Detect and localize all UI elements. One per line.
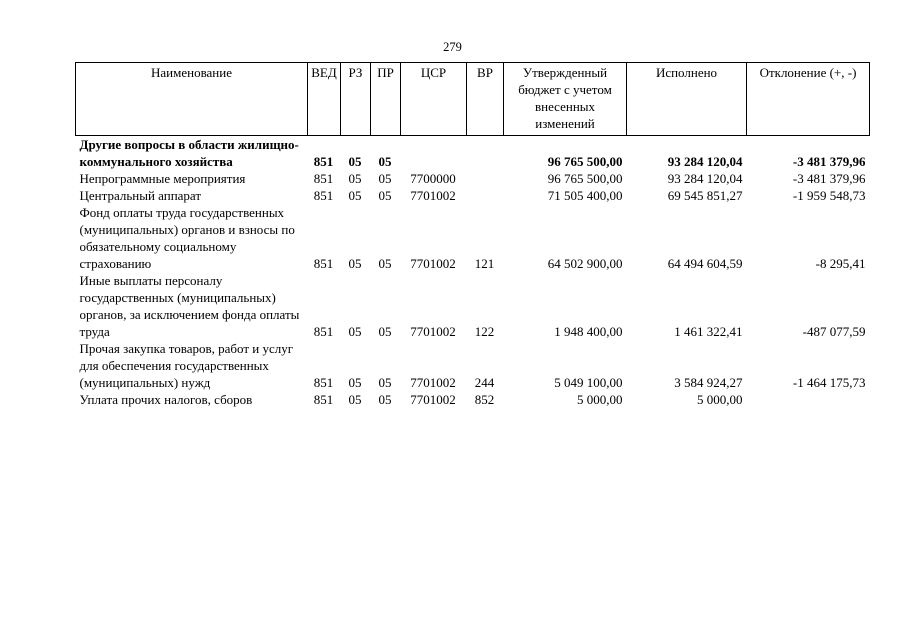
header-rz: РЗ [341,63,371,136]
cell-deviation: -3 481 379,96 [792,154,866,169]
cell-pr: 05 [378,154,392,169]
cell-executed: 69 545 851,27 [667,188,743,203]
header-approved-budget: Утвержденный бюджет с учетом внесенных изменений [504,63,627,136]
cell-csr: 7701002 [410,256,456,271]
cell-name: Уплата прочих налогов, сборов [79,392,253,407]
header-executed: Исполнено [627,63,747,136]
cell-ved: 851 [313,188,334,203]
cell-name: Фонд оплаты труда государственных (муниципальных) органов и взносы по обязательному социальному страхованию [79,205,295,271]
cell-pr: 05 [378,256,392,271]
header-ved: ВЕД [308,63,341,136]
cell-csr [401,136,467,171]
cell-pr: 05 [378,375,392,390]
cell-ved: 851 [313,171,334,186]
cell-csr: 7700000 [410,171,456,186]
cell-vr: 244 [474,375,495,390]
cell-ved: 851 [313,324,334,339]
table-header-row [76,63,870,136]
cell-pr: 05 [378,392,392,407]
table-row [76,391,870,408]
cell-approved: 64 502 900,00 [547,256,623,271]
header-vr: ВР [467,63,504,136]
page-number: 279 [443,40,462,54]
cell-approved: 5 049 100,00 [554,375,623,390]
cell-rz: 05 [348,375,362,390]
cell-ved: 851 [313,392,334,407]
cell-ved: 851 [313,375,334,390]
cell-deviation: -1 464 175,73 [792,375,866,390]
cell-name: Непрограммные мероприятия [79,171,246,186]
cell-rz: 05 [348,324,362,339]
cell-executed: 93 284 120,04 [667,171,743,186]
cell-pr: 05 [378,324,392,339]
cell-vr [467,187,504,204]
cell-approved: 5 000,00 [577,392,623,407]
table-row [76,170,870,187]
budget-execution-table [75,62,870,408]
cell-executed: 64 494 604,59 [667,256,743,271]
cell-deviation: -8 295,41 [815,256,866,271]
cell-pr: 05 [378,188,392,203]
header-name: Наименование [76,63,308,136]
cell-rz: 05 [348,256,362,271]
cell-approved: 71 505 400,00 [547,188,623,203]
cell-approved: 96 765 500,00 [547,154,623,169]
cell-csr: 7701002 [410,375,456,390]
cell-deviation: -1 959 548,73 [792,188,866,203]
cell-deviation [747,391,870,408]
cell-executed: 3 584 924,27 [674,375,743,390]
cell-ved: 851 [313,154,334,169]
cell-vr: 852 [474,392,495,407]
cell-approved: 96 765 500,00 [547,171,623,186]
table-row [76,187,870,204]
cell-executed: 93 284 120,04 [667,154,743,169]
cell-csr: 7701002 [410,324,456,339]
cell-ved: 851 [313,256,334,271]
cell-deviation: -487 077,59 [802,324,866,339]
cell-rz: 05 [348,154,362,169]
cell-name: Иные выплаты персоналу государственных (муниципальных) органов, за исключением фонда оплаты труда [79,273,300,339]
cell-deviation: -3 481 379,96 [792,171,866,186]
cell-vr: 121 [474,256,495,271]
cell-rz: 05 [348,392,362,407]
cell-vr [467,136,504,171]
cell-rz: 05 [348,171,362,186]
cell-approved: 1 948 400,00 [554,324,623,339]
cell-vr [467,170,504,187]
cell-name: Центральный аппарат [79,188,202,203]
cell-name: Другие вопросы в области жилищно-коммунального хозяйства [79,137,299,169]
cell-csr: 7701002 [410,392,456,407]
header-pr: ПР [371,63,401,136]
table-row [76,340,870,391]
table-row [76,204,870,272]
table-row [76,272,870,340]
header-csr: ЦСР [401,63,467,136]
cell-executed: 1 461 322,41 [674,324,743,339]
cell-vr: 122 [474,324,495,339]
header-deviation: Отклонение (+, -) [747,63,870,136]
cell-pr: 05 [378,171,392,186]
cell-rz: 05 [348,188,362,203]
cell-name: Прочая закупка товаров, работ и услуг для обеспечения государственных (муниципальных) нужд [79,341,294,390]
table-row [76,136,870,171]
cell-executed: 5 000,00 [697,392,743,407]
cell-csr: 7701002 [410,188,456,203]
